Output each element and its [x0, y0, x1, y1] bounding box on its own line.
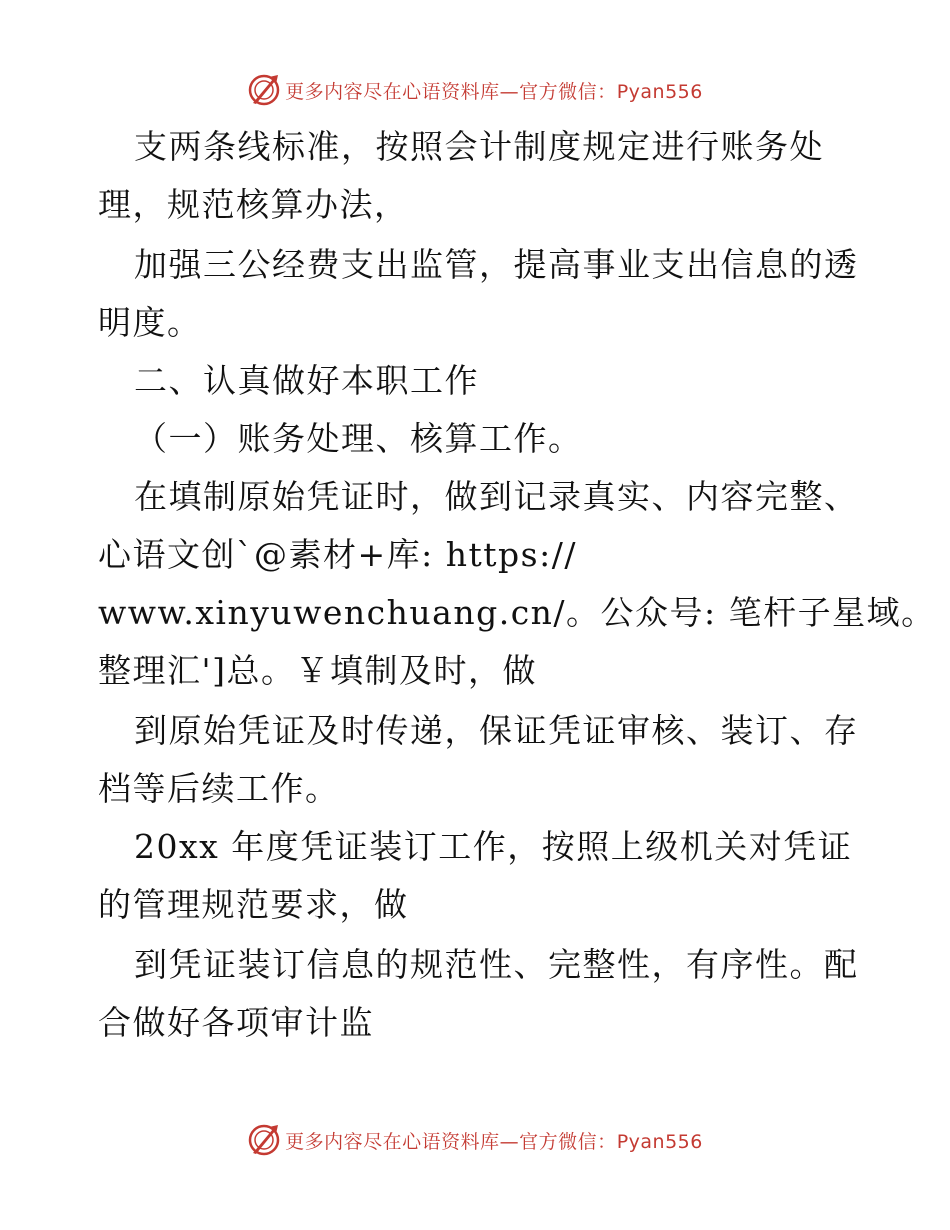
- paragraph-line: 整理汇']总。￥填制及时，做: [98, 651, 537, 690]
- header-watermark: [0, 70, 950, 110]
- paragraph-line: 理，规范核算办法，: [98, 185, 409, 224]
- paragraph-line: 20xx 年度凭证装订工作，按照上级机关对凭证: [134, 827, 853, 866]
- paragraph-line: 到凭证装订信息的规范性、完整性，有序性。配: [134, 945, 859, 984]
- watermark-text: 更多内容尽在心语资料库—官方微信：Pyan556: [285, 80, 703, 103]
- paragraph-line: 档等后续工作。: [98, 769, 340, 808]
- quill-logo-icon: [247, 1123, 281, 1157]
- paragraph-line: 心语文创`@素材+库: https://: [98, 535, 577, 574]
- paragraph-line: 的管理规范要求，做: [98, 885, 409, 924]
- paragraph-line: 到原始凭证及时传递，保证凭证审核、装订、存: [134, 711, 859, 750]
- paragraph-line: 明度。: [98, 303, 202, 342]
- footer-watermark: [0, 1120, 950, 1160]
- paragraph-line: 支两条线标准，按照会计制度规定进行账务处: [134, 127, 824, 166]
- paragraph-line: 在填制原始凭证时，做到记录真实、内容完整、: [134, 477, 859, 516]
- paragraph-line: www.xinyuwenchuang.cn/。公众号: 笔杆子星域。: [98, 593, 936, 632]
- quill-logo-icon: [247, 73, 281, 107]
- watermark-text: 更多内容尽在心语资料库—官方微信：Pyan556: [285, 1130, 703, 1153]
- section-heading: 二、认真做好本职工作: [134, 361, 479, 400]
- subsection-heading: （一）账务处理、核算工作。: [134, 419, 583, 458]
- paragraph-line: 加强三公经费支出监管，提高事业支出信息的透: [134, 245, 859, 284]
- paragraph-line: 合做好各项审计监: [98, 1003, 374, 1042]
